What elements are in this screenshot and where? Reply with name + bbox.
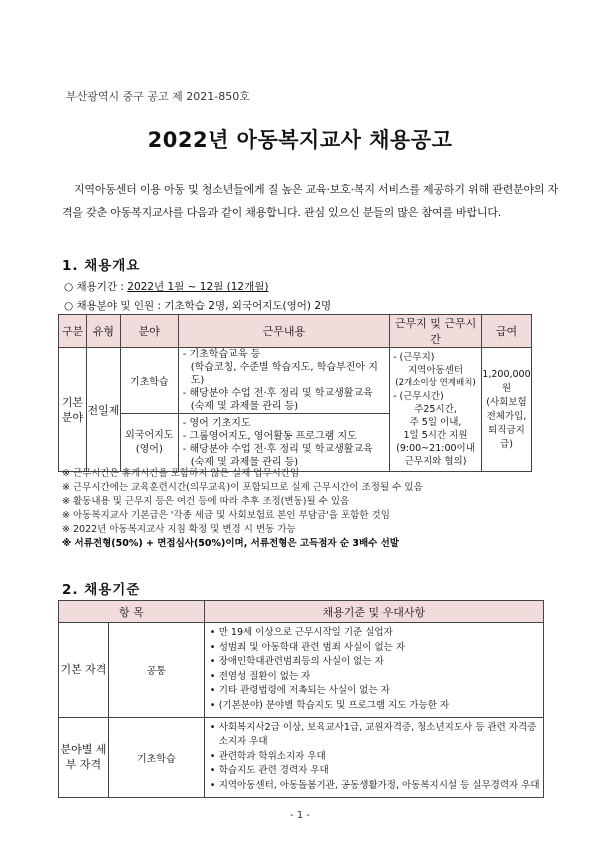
list-item: • 만 19세 이상으로 근무시작일 기준 실업자 — [219, 626, 543, 641]
criteria-items-cell — [204, 623, 543, 718]
recruit-period-label: ○ 채용기간 : — [64, 281, 128, 293]
field-cell: 외국어지도 (영어) — [120, 414, 178, 472]
workplace-line: 주25시간, — [414, 404, 457, 415]
list-item: • 성범죄 및 아동학대 관련 범죄 사실이 없는 자 — [219, 641, 543, 656]
duty-line: (숙제 및 과제물 관리 등) — [190, 456, 299, 468]
note-line: ※ 활동내용 및 근무지 등은 여건 등에 따라 추후 조정(변동)될 수 있음 — [62, 496, 350, 507]
criteria-category-cell: 기본 자격 — [59, 623, 109, 718]
page-number: - 1 - — [290, 810, 310, 821]
col-header-duties: 근무내용 — [178, 315, 389, 348]
duties-cell — [178, 414, 389, 472]
workplace-line: (2개소이상 연계배치) — [395, 378, 476, 388]
duty-line: (숙제 및 과제물 관리 등) — [190, 401, 299, 412]
section-2-heading: 2. 채용기준 — [62, 582, 141, 598]
page-title: 2022년 아동복지교사 채용공고 — [147, 128, 453, 152]
list-item: • 기타 관령법령에 저촉되는 사실이 없는 자 — [219, 684, 543, 699]
recruit-period — [64, 279, 268, 294]
salary-line: (사회보험 — [486, 396, 527, 408]
notes-block — [62, 467, 423, 551]
workplace-line: 근무지와 협의) — [404, 456, 467, 467]
duties-cell — [178, 348, 389, 414]
category-cell: 기본 분야 — [59, 348, 87, 472]
note-line: ※ 근무시간은 휴게시간을 포함하지 않은 실제 업무시간임 — [62, 468, 300, 479]
salary-cell — [481, 348, 531, 472]
list-item: • 전염성 질환이 없는 자 — [219, 670, 543, 685]
overview-table — [58, 314, 532, 472]
workplace-line: - (근무지) — [393, 352, 435, 363]
duty-line: - 기초학습교육 등 — [182, 349, 261, 360]
list-item: • 학습지도 관련 경력자 우대 — [219, 764, 543, 779]
note-line-selection: ※ 서류전형(50%) + 면접심사(50%)이며, 서류전형은 고득점자 순 3배수 선발 — [62, 538, 399, 549]
criteria-sub-cell: 기초학습 — [108, 717, 204, 797]
intro-paragraph: 지역아동센터 이용 아동 및 청소년들에게 질 높은 교육·보호·복지 서비스를 제공하기 위해 관련분야의 자격을 갖춘 아동복지교사를 다음과 같이 채용합니다. 관심 있으신 분들의 많은 참여를 바랍니다. — [62, 183, 559, 219]
duty-line: - 해당분야 수업 전·후 정리 및 학교생활교육 — [182, 388, 373, 399]
workplace-line: 지역아동센터 — [407, 365, 464, 376]
field-cell: 기초학습 — [120, 348, 178, 414]
col-header-workplace: 근무지 및 근무시간 — [390, 315, 482, 348]
workplace-line: (9:00~21:00이내 — [396, 443, 475, 454]
recruit-field: ○ 채용분야 및 인원 : 기초학습 2명, 외국어지도(영어) 2명 — [64, 300, 332, 312]
duty-line: - 영어 기초지도 — [182, 417, 251, 429]
duty-line: - 그룹영어지도, 영어활동 프로그램 지도 — [182, 430, 357, 442]
list-item: • 사회복지사2급 이상, 보육교사1급, 교원자격증, 청소년지도사 등 관련 자격증 소지자 우대 — [219, 721, 543, 750]
list-item: • (기본분야) 분야별 학습지도 및 프로그램 지도 가능한 자 — [219, 699, 543, 714]
col-header-criteria: 채용기준 및 우대사항 — [204, 601, 543, 623]
workplace-cell — [390, 348, 482, 472]
salary-line: 퇴직금지급) — [488, 424, 525, 450]
note-line: ※ 근무시간에는 교육훈련시간(의무교육)이 포함되므로 실제 근무시간이 조정될 수 있음 — [62, 482, 423, 493]
duty-line: - 해당분야 수업 전·후 정리 및 학교생활교육 — [182, 443, 373, 455]
note-line: ※ 아동복지교사 기본급은 '각종 세금 및 사회보험료 본인 부담금'을 포함한 것임 — [62, 510, 390, 521]
workplace-line: - (근무시간) — [393, 391, 444, 402]
table-row — [59, 348, 532, 414]
criteria-category-cell: 분야별 세부 자격 — [59, 717, 109, 797]
list-item: • 지역아동센터, 아동돌봄기관, 공동생활가정, 아동복지시설 등 실무경력자 우대 — [219, 779, 543, 794]
notice-number: 부산광역시 중구 공고 제 2021-850호 — [66, 90, 250, 103]
duty-line: (학습코칭, 수준별 학습지도, 학습부진아 지도) — [190, 362, 378, 386]
overview-header-row — [59, 315, 532, 348]
col-header-category: 구분 — [59, 315, 87, 348]
workplace-line: 1일 5시간 지원 — [403, 430, 468, 441]
col-header-field: 분야 — [120, 315, 178, 348]
criteria-header-row — [59, 601, 544, 623]
list-item: • 관련학과 학위소지자 우대 — [219, 750, 543, 765]
salary-line: 1,200,000원 — [482, 368, 531, 394]
table-row — [59, 623, 544, 718]
note-line: ※ 2022년 아동복지교사 지침 확정 및 변경 시 변동 가능 — [62, 524, 296, 535]
criteria-items-cell — [204, 717, 543, 797]
col-header-salary: 급여 — [481, 315, 531, 348]
criteria-sub-cell: 공통 — [108, 623, 204, 718]
col-header-type: 유형 — [86, 315, 120, 348]
criteria-table — [58, 600, 544, 798]
col-header-item: 항 목 — [59, 601, 205, 623]
table-row — [59, 717, 544, 797]
workplace-line: 주 5일 이내, — [409, 417, 462, 428]
recruit-period-value: 2022년 1월 ~ 12월 (12개월) — [127, 281, 269, 293]
type-cell: 전일제 — [86, 348, 120, 472]
section-1-heading: 1. 채용개요 — [62, 258, 141, 274]
list-item: • 장애인학대관련범죄등의 사실이 없는 자 — [219, 655, 543, 670]
salary-line: 전체가입, — [486, 410, 527, 422]
